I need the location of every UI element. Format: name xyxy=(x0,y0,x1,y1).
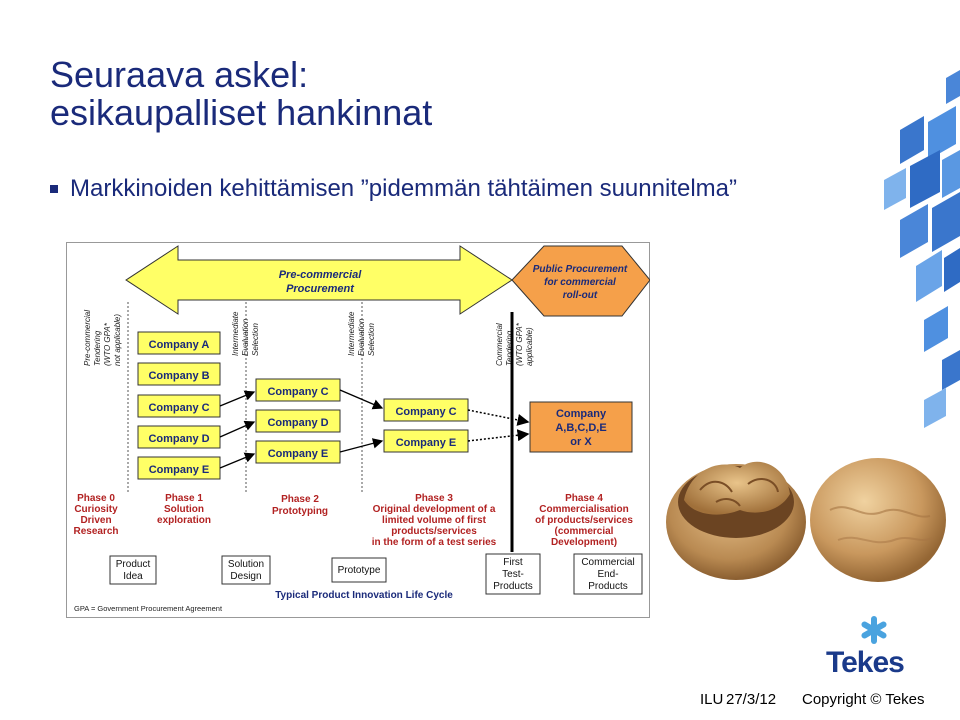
bullet-text: Markkinoiden kehittämisen ”pidemmän tähtäimen suunnitelma” xyxy=(70,175,737,202)
phase4-line3: of products/services xyxy=(535,515,633,526)
vlabel-eval2-2: Evaluation xyxy=(357,318,366,356)
phase3-line5: in the form of a test series xyxy=(371,537,497,548)
company-p1-e: Company E xyxy=(148,464,210,476)
lifecycle-idea-1: Product xyxy=(115,559,151,570)
public-arrow-label-3: roll-out xyxy=(562,290,598,301)
lifecycle-idea-2: Idea xyxy=(123,571,143,582)
lifecycle-first-2: Test- xyxy=(502,569,524,580)
phase0-line1: Phase 0 xyxy=(77,493,115,504)
bullet-square-icon xyxy=(50,185,58,193)
slide-title-line2: esikaupalliset hankinnat xyxy=(50,92,433,133)
walnuts-image xyxy=(660,440,950,590)
company-p2-e: Company E xyxy=(267,448,329,460)
vlabel-pre-2: Tendering xyxy=(93,330,102,366)
phase1-line2: Solution xyxy=(164,504,204,515)
vlabel-commercial-1: Commercial xyxy=(495,323,504,366)
vlabel-commercial-2: Tendering xyxy=(505,330,514,366)
phase1-line1: Phase 1 xyxy=(165,493,203,504)
company-p1-b: Company B xyxy=(148,370,210,382)
vlabel-pre-3: (WTO GPA* xyxy=(103,323,112,366)
footer-copyright: Copyright © Tekes xyxy=(802,691,925,708)
phase4-line1: Phase 4 xyxy=(565,493,603,504)
company-p2-c: Company C xyxy=(267,386,329,398)
phase1-line3: exploration xyxy=(157,515,211,526)
bullet-item xyxy=(50,175,737,203)
phase2-line1: Phase 2 xyxy=(281,494,319,505)
gpa-footnote: GPA = Government Procurement Agreement xyxy=(74,604,223,613)
phase4-line4: (commercial xyxy=(554,526,614,537)
lifecycle-end-2: End- xyxy=(597,569,619,580)
pcp-arrow-label-2: Procurement xyxy=(286,283,354,295)
company-p3-e: Company E xyxy=(395,437,457,449)
vlabel-eval2-1: Intermediate xyxy=(347,311,356,356)
lifecycle-end-3: Products xyxy=(588,581,628,592)
phase3-line3: limited volume of first xyxy=(382,515,486,526)
vlabel-eval1-1: Intermediate xyxy=(231,311,240,356)
pcp-arrow-label-1: Pre-commercial xyxy=(278,269,362,281)
final-company-3: or X xyxy=(570,436,592,448)
phase3-line2: Original development of a xyxy=(372,504,496,515)
phase0-line3: Driven xyxy=(80,515,112,526)
phase0-line4: Research xyxy=(73,526,119,537)
public-arrow-label-1: Public Procurement xyxy=(532,264,628,275)
company-p2-d: Company D xyxy=(267,417,329,429)
vlabel-commercial-3: (WTO GPA* xyxy=(515,323,524,366)
footer-left: ILU xyxy=(700,691,724,708)
company-p1-a: Company A xyxy=(148,339,210,351)
lifecycle-design-1: Solution xyxy=(227,559,265,570)
phase4-line2: Commercialisation xyxy=(539,504,629,515)
tekes-logo-text: Tekes xyxy=(826,646,904,679)
vlabel-eval1-2: Evaluation xyxy=(241,318,250,356)
phase3-line1: Phase 3 xyxy=(415,493,453,504)
company-p1-c: Company C xyxy=(148,402,210,414)
lifecycle-end-1: Commercial xyxy=(581,557,635,568)
slide-title-line1: Seuraava askel: xyxy=(50,54,309,95)
phase3-line4: products/services xyxy=(391,526,477,537)
vlabel-commercial-4: applicable) xyxy=(525,327,534,366)
mosaic-shapes xyxy=(884,70,960,428)
slide-title xyxy=(50,56,432,132)
decorative-blue-mosaic xyxy=(880,70,960,430)
company-p3-c: Company C xyxy=(395,406,457,418)
phase2-line2: Prototyping xyxy=(271,506,329,517)
walnut-whole xyxy=(810,458,946,582)
vlabel-eval2-3: Selection xyxy=(367,323,376,356)
footer-date: 27/3/12 xyxy=(726,691,777,708)
lifecycle-first-1: First xyxy=(503,557,523,568)
final-company-1: Company xyxy=(555,408,607,420)
vlabel-pre-1: Pre-commercial xyxy=(83,309,92,366)
lifecycle-design-2: Design xyxy=(230,571,262,582)
company-p1-d: Company D xyxy=(148,433,210,445)
phase0-line2: Curiosity xyxy=(74,504,118,515)
lifecycle-caption: Typical Product Innovation Life Cycle xyxy=(275,590,453,601)
phase4-line5: Development) xyxy=(550,537,618,548)
lifecycle-prototype: Prototype xyxy=(337,565,381,576)
lifecycle-first-3: Products xyxy=(493,581,533,592)
walnut-open xyxy=(666,462,806,580)
pcp-diagram xyxy=(66,242,650,618)
vlabel-eval1-3: Selection xyxy=(251,323,260,356)
vlabel-pre-4: not applicable) xyxy=(113,313,122,366)
public-arrow-label-2: for commercial xyxy=(544,277,616,288)
final-company-2: A,B,C,D,E xyxy=(555,422,607,434)
